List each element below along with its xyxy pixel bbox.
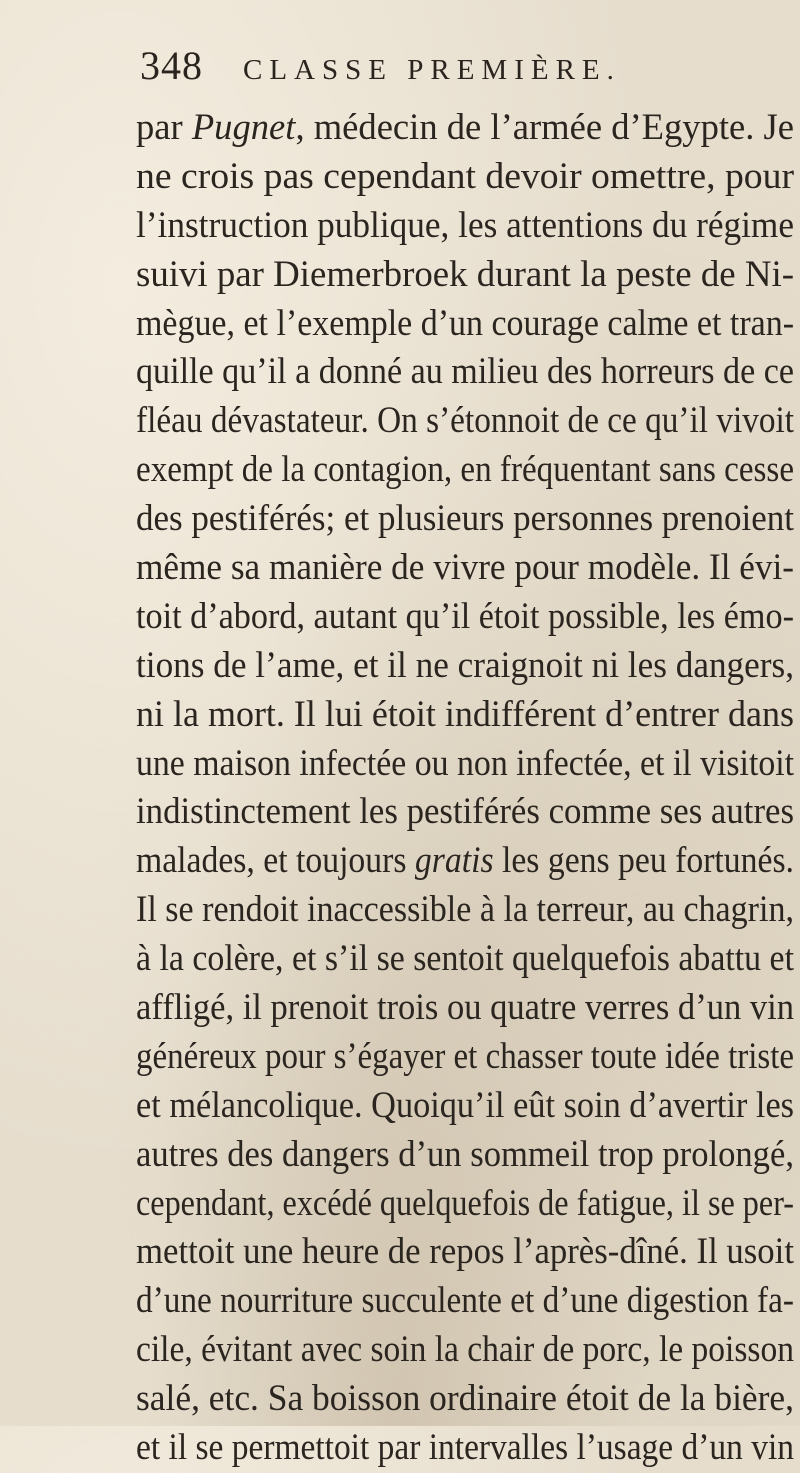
text-line: exempt de la contagion, en fréquentant sans cesse [136, 449, 795, 491]
text-line: même sa manière de vivre pour modèle. Il évi- [136, 547, 795, 589]
text-line: une maison infectée ou non infectée, et il visitoit [136, 742, 795, 784]
text-line: malades, et toujours gratis les gens peu fortunés. [136, 840, 794, 882]
text-line: mettoit une heure de repos l’après-dîné. Il usoit [136, 1231, 794, 1273]
page-number: 348 [140, 43, 203, 88]
italic-word: gratis [414, 840, 494, 882]
text-line: cependant, excédé quelquefois de fatigue, il se per- [136, 1182, 794, 1224]
text-line: cile, évitant avec soin la chair de porc, le poisson [136, 1329, 794, 1371]
text-line: ni la mort. Il lui étoit indifférent d’entrer dans [136, 693, 794, 735]
text-line: d’une nourriture succulente et d’une digestion fa- [136, 1280, 794, 1322]
text-line: autres des dangers d’un sommeil trop prolongé, [136, 1133, 794, 1175]
text-line: l’instruction publique, les attentions du régime [136, 204, 795, 246]
text-line: et il se permettoit par intervalles l’usage d’un vin [136, 1427, 794, 1469]
body-text [136, 104, 800, 1473]
text-line: à la colère, et s’il se sentoit quelquefois abattu et [136, 938, 794, 980]
text-line: salé, etc. Sa boisson ordinaire étoit de la bière, [136, 1378, 795, 1420]
text-line: ne crois pas cependant devoir omettre, pour [136, 155, 795, 197]
text-line: par Pugnet, médecin de l’armée d’Egypte. Je [136, 107, 795, 148]
text-line: fléau dévastateur. On s’étonnoit de ce qu’il vivoit [136, 400, 794, 442]
text-line: suivi par Diemerbroek durant la peste de Ni- [136, 253, 794, 295]
text-line: tions de l’ame, et il ne craignoit ni les dangers, [136, 644, 795, 686]
text-line: Il se rendoit inaccessible à la terreur, au chagrin, [136, 889, 794, 931]
text-line: mègue, et l’exemple d’un courage calme et tran- [136, 302, 795, 344]
text-line: des pestiférés; et plusieurs personnes prenoient [136, 498, 794, 540]
text-line: et mélancolique. Quoiqu’il eût soin d’avertir les [136, 1084, 795, 1126]
text-line: quille qu’il a donné au milieu des horreurs de ce [136, 351, 795, 393]
running-head [140, 42, 740, 102]
text-line: indistinctement les pestiférés comme ses autres [136, 791, 795, 833]
running-title: CLASSE PREMIÈRE. [243, 54, 621, 86]
text-line: affligé, il prenoit trois ou quatre verres d’un vin [136, 987, 794, 1029]
italic-name: Pugnet [191, 107, 296, 148]
text-line: toit d’abord, autant qu’il étoit possible, les émo- [136, 595, 794, 637]
text-line: généreux pour s’égayer et chasser toute idée triste [136, 1035, 794, 1077]
